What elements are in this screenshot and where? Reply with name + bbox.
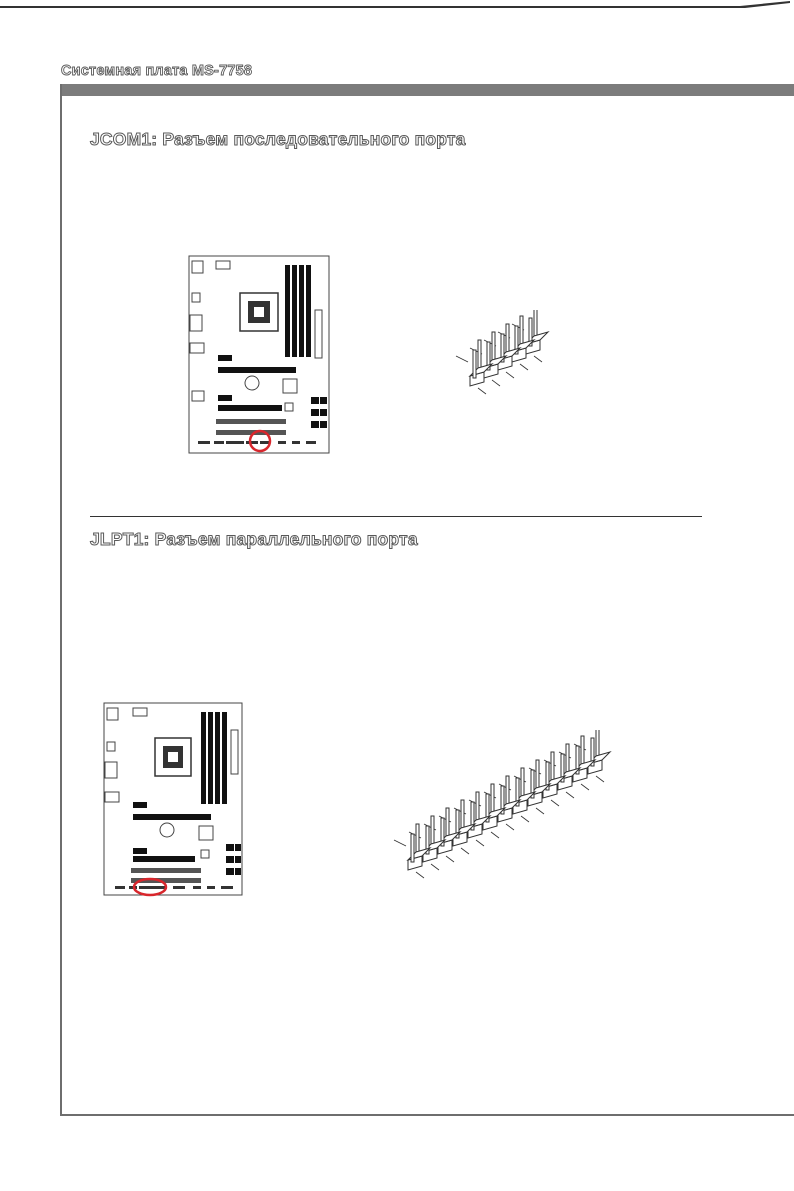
sata-port: [226, 868, 234, 875]
jlpt1-pin: [431, 816, 434, 846]
pcie-slot: [218, 395, 232, 401]
jcom1-pin: [492, 332, 495, 362]
dimm-slot: [292, 265, 297, 357]
pcie-slot: [133, 802, 147, 808]
jcom1-pin-header-diagram: [448, 310, 578, 406]
jlpt1-pin: [416, 824, 419, 854]
jlpt1-pin: [411, 834, 414, 862]
dimm-slot: [208, 712, 213, 804]
sata-port: [226, 856, 234, 863]
jcom1-pin: [534, 310, 537, 338]
jlpt1-pin: [521, 768, 524, 798]
jlpt1-pin: [596, 730, 599, 758]
dimm-slot: [306, 265, 311, 357]
jlpt1-pin: [476, 792, 479, 822]
sata-port: [235, 868, 241, 875]
dimm-slot: [215, 712, 220, 804]
jlpt1-pin: [461, 800, 464, 830]
jlpt1-pin: [581, 736, 584, 766]
jlpt1-pin: [491, 784, 494, 814]
pci-slot: [131, 868, 201, 873]
pcie-slot: [218, 405, 282, 411]
jlpt1-pin: [446, 808, 449, 838]
jcom1-pin: [520, 316, 523, 346]
pcie-slot: [133, 814, 211, 820]
pcie-slot: [218, 355, 232, 361]
section-title-jlpt1: JLPT1: Разъем параллельного порта: [90, 529, 418, 549]
sata-port: [311, 421, 319, 428]
top-rule: [0, 0, 794, 14]
sata-port: [311, 397, 319, 404]
content-frame: [60, 84, 794, 1116]
jcom1-pin: [478, 340, 481, 370]
pcie-slot: [133, 848, 147, 854]
sata-port: [320, 397, 327, 404]
jlpt1-pin: [536, 760, 539, 790]
jlpt1-pin-header-diagram: [378, 730, 638, 890]
section-title-jcom1: JCOM1: Разъем последовательного порта: [90, 129, 466, 149]
sata-port: [320, 421, 327, 428]
motherboard-diagram-jcom1: [188, 255, 330, 455]
pci-slot: [216, 419, 286, 424]
jlpt1-pin: [506, 776, 509, 806]
dimm-slot: [285, 265, 290, 357]
jlpt1-pin: [551, 752, 554, 782]
jcom1-pin: [473, 350, 476, 378]
pcie-slot: [218, 367, 296, 373]
sata-port: [320, 409, 327, 416]
dimm-slot: [201, 712, 206, 804]
pcie-slot: [133, 856, 195, 862]
dimm-slot: [299, 265, 304, 357]
sata-port: [235, 844, 241, 851]
motherboard-diagram-jlpt1: [103, 702, 245, 897]
dimm-slot: [222, 712, 227, 804]
sata-port: [235, 856, 241, 863]
sata-port: [226, 844, 234, 851]
section-divider: [90, 516, 702, 517]
running-header: Системная плата MS-7758: [61, 63, 253, 79]
sata-port: [311, 409, 319, 416]
jlpt1-pin: [566, 744, 569, 774]
jcom1-pin: [506, 324, 509, 354]
